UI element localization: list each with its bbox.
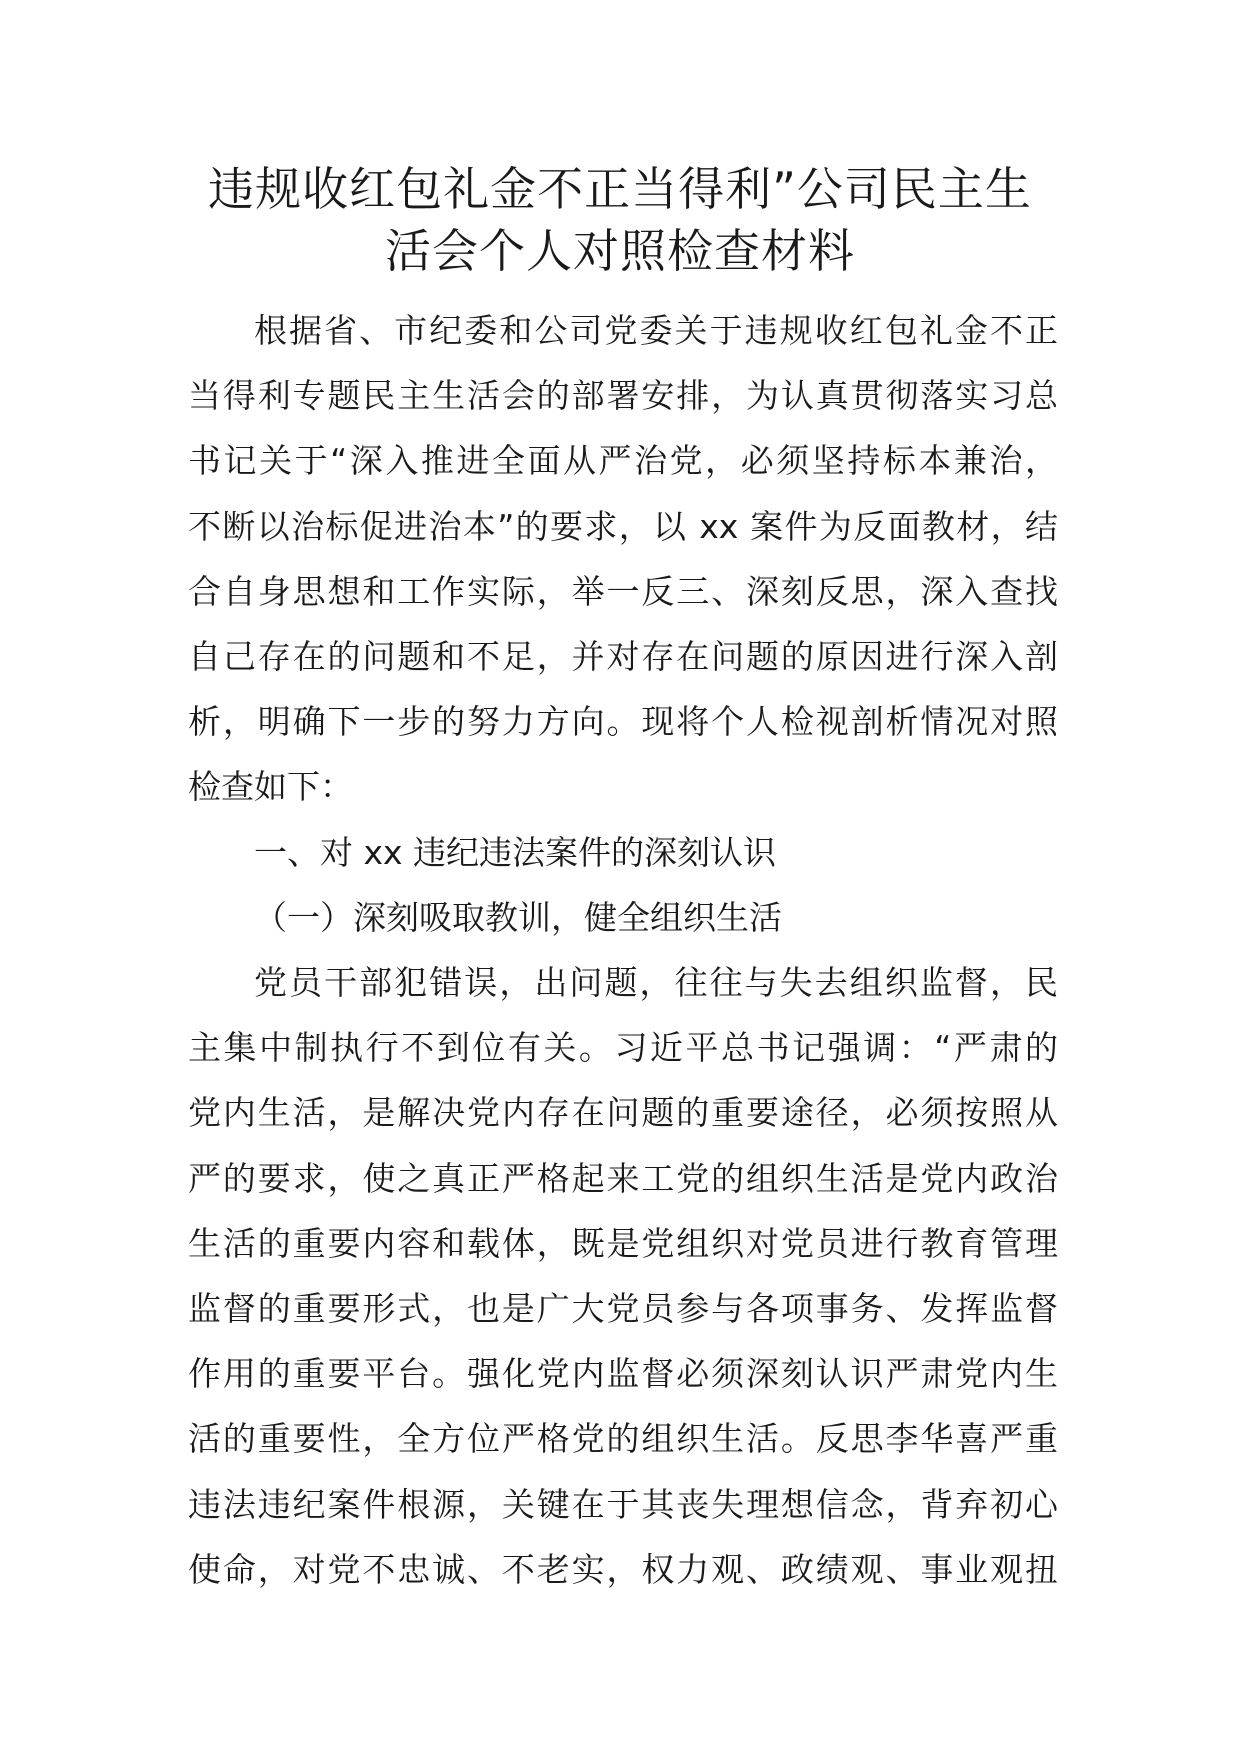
text-line: 不断以治标促进治本”的要求，以 xx 案件为反面教材，结 (188, 506, 1058, 546)
section-heading (188, 820, 1058, 885)
title-line: 活会个人对照检查材料 (385, 224, 855, 278)
intro-paragraph (188, 298, 1058, 820)
text-line: 析，明确下一步的努力方向。现将个人检视剖析情况对照 (188, 702, 1058, 742)
text-line: 自己存在的问题和不足，并对存在问题的原因进行深入剖 (188, 637, 1058, 677)
document-body (188, 298, 1058, 1602)
text-line: 违法违纪案件根源，关键在于其丧失理想信念，背弃初心 (188, 1484, 1058, 1524)
text-line: 党内生活，是解决党内存在问题的重要途径，必须按照从 (188, 1093, 1058, 1133)
text-line: 当得利专题民主生活会的部署安排，为认真贯彻落实习总 (188, 376, 1058, 416)
text-line: 书记关于“深入推进全面从严治党，必须坚持标本兼治， (188, 441, 1058, 481)
text-line: 活的重要性，全方位严格党的组织生活。反思李华喜严重 (188, 1419, 1058, 1459)
text-line: 党员干部犯错误，出问题，往往与失去组织监督，民 (254, 963, 1058, 1003)
body-paragraph (188, 950, 1058, 1602)
subsection-heading (188, 885, 1058, 950)
text-line: 使命，对党不忠诚、不老实，权力观、政绩观、事业观扭 (188, 1549, 1058, 1589)
heading-line: 一、对 xx 违纪违法案件的深刻认识 (254, 832, 777, 872)
text-line: 检查如下： (188, 767, 353, 807)
text-line: 严的要求，使之真正严格起来工党的组织生活是党内政治 (188, 1158, 1058, 1198)
document-title (150, 158, 1090, 282)
text-line: 作用的重要平台。强化党内监督必须深刻认识严肃党内生 (188, 1354, 1058, 1394)
heading-line: （一）深刻吸取教训，健全组织生活 (254, 897, 782, 937)
text-line: 主集中制执行不到位有关。习近平总书记强调：“严肃的 (188, 1028, 1058, 1068)
text-line: 生活的重要内容和载体，既是党组织对党员进行教育管理 (188, 1223, 1058, 1263)
title-line: 违规收红包礼金不正当得利”公司民主生 (208, 162, 1032, 216)
text-line: 根据省、市纪委和公司党委关于违规收红包礼金不正 (254, 311, 1058, 350)
text-line: 合自身思想和工作实际，举一反三、深刻反思，深入查找 (188, 571, 1058, 611)
text-line: 监督的重要形式，也是广大党员参与各项事务、发挥监督 (188, 1289, 1058, 1329)
